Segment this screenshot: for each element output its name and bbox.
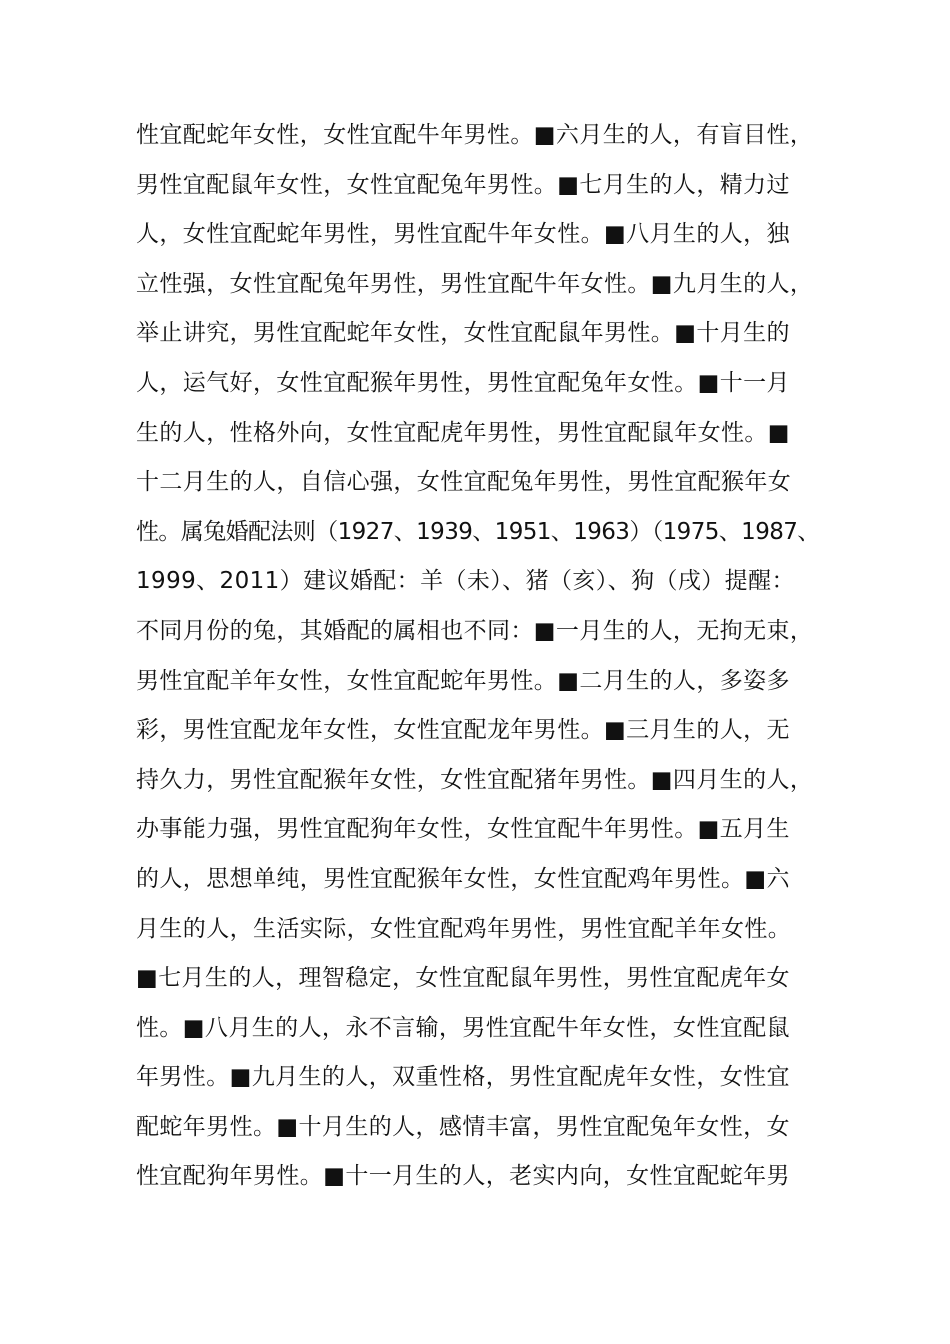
text-line: 年男性。■九月生的人，双重性格，男性宜配虎年女性，女性宜 — [136, 1064, 790, 1091]
text-line: 立性强，女性宜配兔年男性，男性宜配牛年女性。■九月生的人， — [136, 270, 814, 297]
text-line: 人，运气好，女性宜配猴年男性，男性宜配兔年女性。■十一月 — [136, 369, 790, 396]
text-line: 配蛇年男性。■十月生的人，感情丰富，男性宜配兔年女性，女 — [136, 1113, 790, 1140]
text-line: 彩，男性宜配龙年女性，女性宜配龙年男性。■三月生的人，无 — [136, 717, 790, 744]
text-line: 性宜配蛇年女性，女性宜配牛年男性。■六月生的人，有盲目性， — [136, 122, 814, 148]
text-line: 男性宜配鼠年女性，女性宜配兔年男性。■七月生的人，精力过 — [136, 171, 790, 198]
text-line: 的人，思想单纯，男性宜配猴年女性，女性宜配鸡年男性。■六 — [136, 865, 790, 892]
text-line: 1999、2011）建议婚配：羊（未）、猪（亥）、狗（戌）提醒： — [136, 568, 795, 595]
text-line: 持久力，男性宜配猴年女性，女性宜配猪年男性。■四月生的人， — [136, 766, 814, 793]
body-text — [136, 111, 826, 1202]
text-line: 生的人，性格外向，女性宜配虎年男性，男性宜配鼠年女性。■ — [136, 419, 790, 446]
text-line: ■七月生的人，理智稳定，女性宜配鼠年男性，男性宜配虎年女 — [136, 965, 790, 992]
text-line: 性。属兔婚配法则（1927、1939、1951、1963）（1975、1987、 — [136, 518, 820, 545]
text-line: 性宜配狗年男性。■十一月生的人，老实内向，女性宜配蛇年男 — [136, 1163, 790, 1190]
text-line: 不同月份的兔，其婚配的属相也不同：■一月生的人，无拘无束， — [136, 617, 814, 644]
text-line: 十二月生的人，自信心强，女性宜配兔年男性，男性宜配猴年女 — [136, 469, 792, 496]
text-line: 举止讲究，男性宜配蛇年女性，女性宜配鼠年男性。■十月生的 — [136, 320, 790, 347]
text-line: 男性宜配羊年女性，女性宜配蛇年男性。■二月生的人，多姿多 — [136, 667, 790, 694]
text-line: 月生的人，生活实际，女性宜配鸡年男性，男性宜配羊年女性。 — [136, 915, 792, 942]
text-line: 人，女性宜配蛇年男性，男性宜配牛年女性。■八月生的人，独 — [136, 221, 790, 248]
text-line: 性。■八月生的人，永不言输，男性宜配牛年女性，女性宜配鼠 — [136, 1014, 790, 1041]
text-line: 办事能力强，男性宜配狗年女性，女性宜配牛年男性。■五月生 — [136, 816, 790, 843]
